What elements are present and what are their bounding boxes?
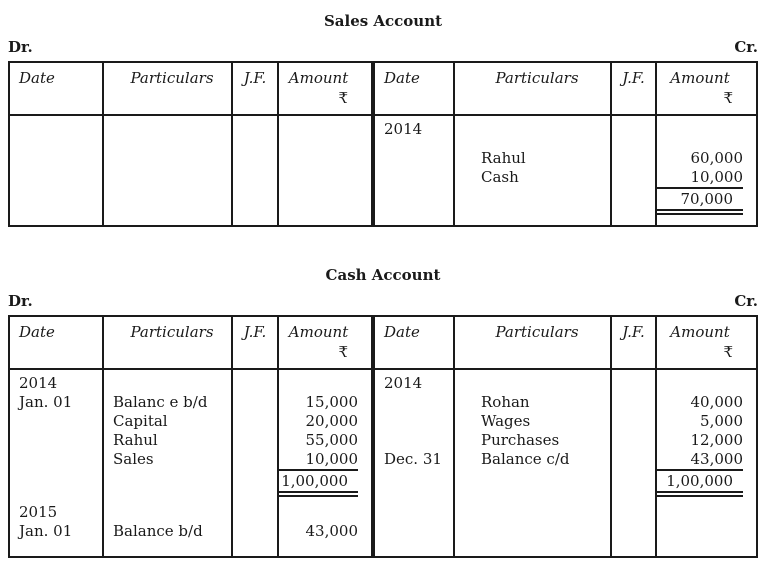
amount-header-label: Amount: [670, 323, 730, 341]
particulars-cell: Cash: [455, 168, 612, 187]
cash-credit-side: [375, 317, 756, 556]
total-row: [375, 469, 756, 497]
total-amount: 70,000: [657, 187, 743, 215]
amount-cell: 40,000: [690, 393, 743, 411]
date-cell: Dec. 31: [375, 450, 455, 469]
table-row: [375, 116, 756, 139]
rupee-symbol: ₹: [338, 89, 348, 107]
amount-header-label: Amount: [288, 69, 349, 87]
particulars-cell: Capital: [104, 412, 233, 431]
particulars-header: Particulars: [104, 63, 233, 114]
dr-label: Dr.: [8, 38, 33, 56]
particulars-cell: Wages: [455, 412, 612, 431]
date-header: Date: [375, 63, 455, 114]
table-row: [10, 522, 371, 541]
particulars-cell: Rahul: [104, 431, 233, 450]
particulars-header: Particulars: [104, 317, 233, 368]
total-amount: 1,00,000: [279, 469, 358, 497]
total-amount: 1,00,000: [657, 469, 743, 497]
empty-body-row: [10, 116, 371, 225]
date-cell: 2014: [10, 370, 104, 393]
date-header: Date: [10, 63, 104, 114]
table-row: [10, 393, 371, 412]
table-row: [375, 431, 756, 450]
date-cell: 2015: [10, 503, 104, 522]
particulars-cell: Sales: [104, 450, 233, 469]
table-row: [375, 149, 756, 168]
jf-header: J.F.: [612, 317, 657, 368]
jf-header: J.F.: [233, 317, 279, 368]
amount-header-label: Amount: [670, 69, 730, 87]
sales-account-section: [0, 12, 766, 227]
table-row: [10, 370, 371, 393]
sales-credit-side: [375, 63, 756, 225]
dr-cr-row: [8, 292, 758, 310]
amount-cell: 43,000: [690, 450, 743, 468]
amount-header: [279, 63, 371, 114]
amount-header: [657, 63, 756, 114]
table-row: [375, 393, 756, 412]
amount-cell: 43,000: [305, 522, 358, 540]
rupee-symbol: ₹: [338, 343, 348, 361]
date-header: Date: [375, 317, 455, 368]
amount-cell: 5,000: [700, 412, 743, 430]
particulars-cell: Balance b/d: [104, 522, 233, 541]
cash-account-section: [0, 266, 766, 558]
dr-label: Dr.: [8, 292, 33, 310]
sales-debit-side: [10, 63, 375, 225]
cash-account-table: [8, 315, 758, 558]
table-row: [375, 370, 756, 393]
table-row: [10, 450, 371, 469]
date-cell: Jan. 01: [10, 522, 104, 541]
cr-label: Cr.: [734, 38, 758, 56]
amount-cell: 12,000: [690, 431, 743, 449]
date-cell: 2014: [375, 370, 455, 393]
amount-cell: 15,000: [305, 393, 358, 411]
particulars-cell: Rahul: [455, 149, 612, 168]
table-header-row: [10, 317, 371, 370]
table-row: [375, 412, 756, 431]
cash-debit-side: [10, 317, 375, 556]
jf-header: J.F.: [612, 63, 657, 114]
particulars-header: Particulars: [455, 317, 612, 368]
empty-body-row: [10, 541, 371, 556]
total-row: [375, 187, 756, 215]
amount-cell: 55,000: [305, 431, 358, 449]
particulars-header: Particulars: [455, 63, 612, 114]
amount-cell: 10,000: [305, 450, 358, 468]
spacer-row: [375, 139, 756, 149]
amount-cell: 10,000: [690, 168, 743, 186]
date-cell: Jan. 01: [10, 393, 104, 412]
dr-cr-row: [8, 38, 758, 56]
total-row: [10, 469, 371, 497]
table-row: [375, 450, 756, 469]
empty-body-row: [375, 215, 756, 225]
amount-header: [279, 317, 371, 368]
amount-cell: 20,000: [305, 412, 358, 430]
account-title: Cash Account: [325, 266, 441, 284]
table-row: [10, 412, 371, 431]
particulars-cell: Rohan: [455, 393, 612, 412]
particulars-cell: Balance c/d: [455, 450, 612, 469]
table-header-row: [375, 317, 756, 370]
date-header: Date: [10, 317, 104, 368]
empty-body-row: [375, 497, 756, 556]
rupee-symbol: ₹: [723, 89, 733, 107]
table-header-row: [10, 63, 371, 116]
amount-header-label: Amount: [288, 323, 349, 341]
cr-label: Cr.: [734, 292, 758, 310]
rupee-symbol: ₹: [723, 343, 733, 361]
account-title: Sales Account: [323, 12, 443, 30]
particulars-cell: Purchases: [455, 431, 612, 450]
table-row: [10, 503, 371, 522]
sales-account-table: [8, 61, 758, 227]
table-header-row: [375, 63, 756, 116]
table-row: [375, 168, 756, 187]
amount-header: [657, 317, 756, 368]
date-cell: 2014: [375, 116, 455, 139]
jf-header: J.F.: [233, 63, 279, 114]
amount-cell: 60,000: [690, 149, 743, 167]
table-row: [10, 431, 371, 450]
particulars-cell: Balanc e b/d: [104, 393, 233, 412]
